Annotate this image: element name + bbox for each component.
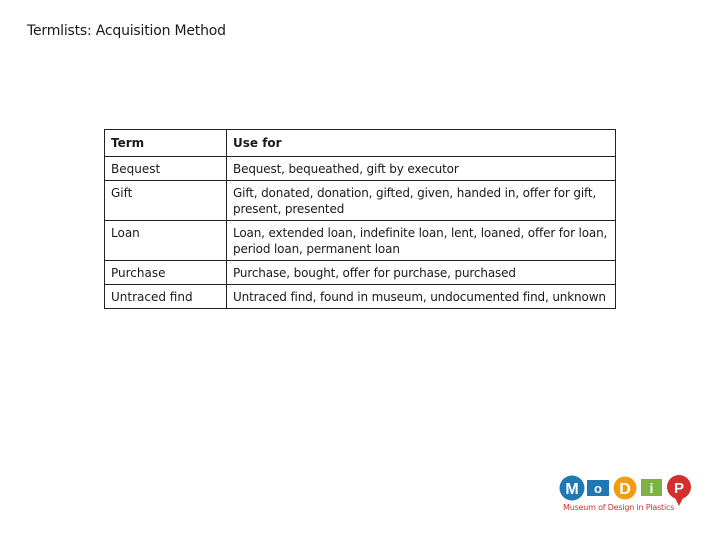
logo-p-pin bbox=[675, 498, 683, 506]
term-cell: Untraced find bbox=[105, 285, 227, 309]
termlist-table bbox=[104, 129, 616, 309]
slide-title: Termlists: Acquisition Method bbox=[27, 23, 226, 39]
table-row bbox=[105, 157, 616, 181]
table-row bbox=[105, 181, 616, 221]
use-for-cell: Loan, extended loan, indefinite loan, lent, loaned, offer for loan, period loan, permanent loan bbox=[227, 221, 616, 261]
term-cell: Purchase bbox=[105, 261, 227, 285]
use-for-cell: Bequest, bequeathed, gift by executor bbox=[227, 157, 616, 181]
term-cell: Bequest bbox=[105, 157, 227, 181]
table-row bbox=[105, 261, 616, 285]
use-for-cell: Untraced find, found in museum, undocumented find, unknown bbox=[227, 285, 616, 309]
use-for-cell: Gift, donated, donation, gifted, given, handed in, offer for gift, present, presented bbox=[227, 181, 616, 221]
logo-caption: Museum of Design in Plastics bbox=[563, 503, 675, 512]
table-header-row bbox=[105, 130, 616, 157]
logo-p-letter: P bbox=[673, 480, 685, 497]
header-use-for: Use for bbox=[227, 130, 616, 157]
logo-o-letter: o bbox=[594, 481, 602, 496]
table-row bbox=[105, 285, 616, 309]
logo-m-letter: M bbox=[565, 481, 579, 498]
table-row bbox=[105, 221, 616, 261]
header-term: Term bbox=[105, 130, 227, 157]
logo-d-letter: D bbox=[619, 481, 631, 498]
logo-i-letter: i bbox=[649, 480, 654, 496]
term-cell: Gift bbox=[105, 181, 227, 221]
term-cell: Loan bbox=[105, 221, 227, 261]
use-for-cell: Purchase, bought, offer for purchase, purchased bbox=[227, 261, 616, 285]
